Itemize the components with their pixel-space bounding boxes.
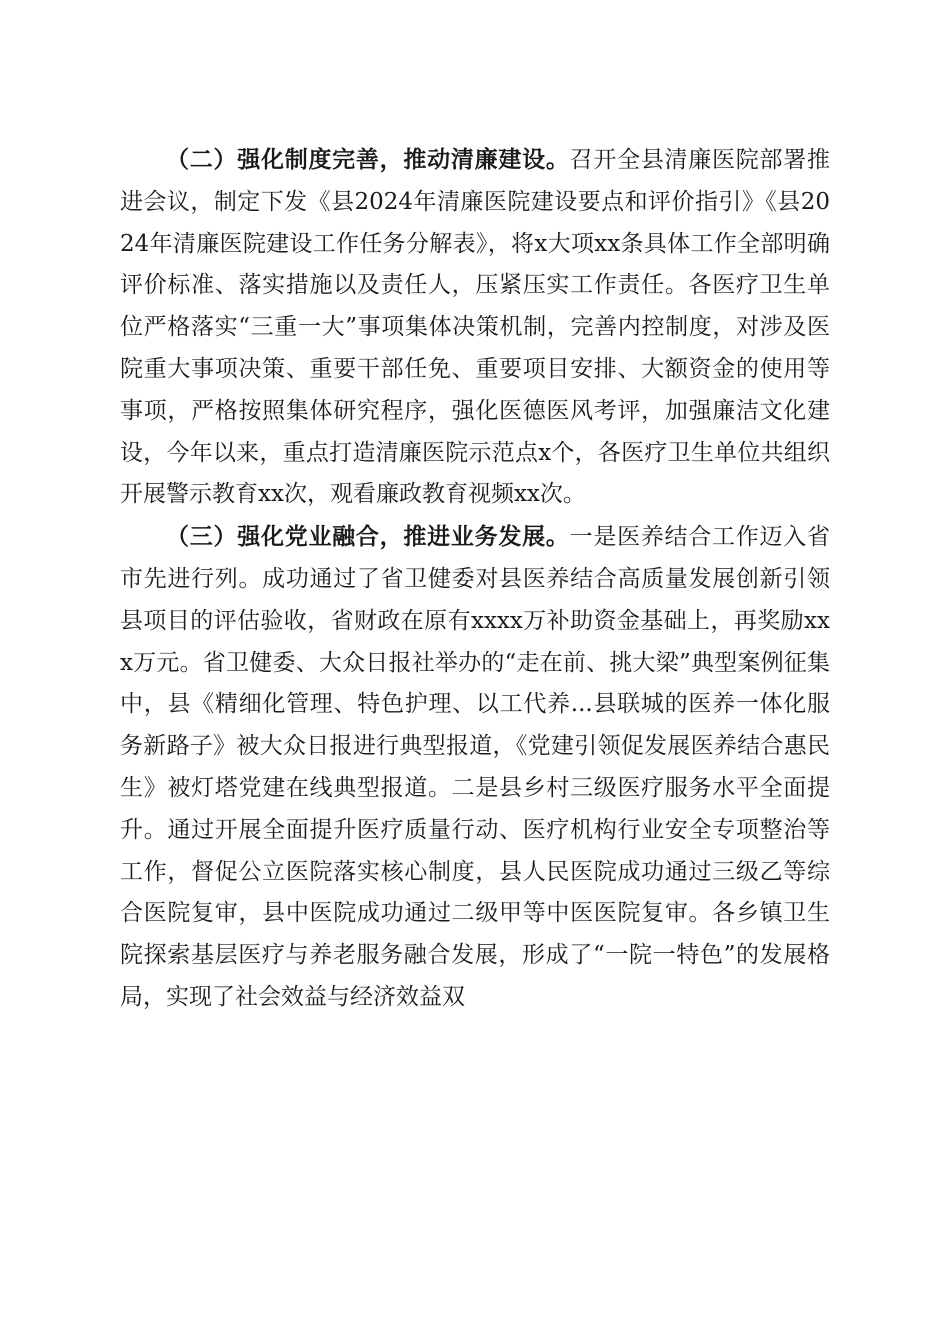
paragraph-heading: （三）强化党业融合，推进业务发展。 [166,523,570,551]
paragraph-text: 一是医养结合工作迈入省市先进行列。成功通过了省卫健委对县医养结合高质量发展创新引领县项目的评估验收，省财政在原有xxxx万补助资金基础上，再奖励xxx万元。省卫健委、大众日报社举办的“走在前、挑大梁”典型案例征集中，县《精细化管理、特色护理、以工代养...县联城的医养一体化服务新路子》被大众日报进行典型报道，《党建引领促发展医养结合惠民生》被灯塔党建在线典型报道。二是县乡村三级医疗服务水平全面提升。通过开展全面提升医疗质量行动、医疗机构行业安全专项整治等工作，督促公立医院落实核心制度，县人民医院成功通过三级乙等综合医院复审，县中医院成功通过二级甲等中医医院复审。各乡镇卫生院探索基层医疗与养老服务融合发展，形成了“一院一特色”的发展格局，实现了社会效益与经济效益双 [120,524,831,1010]
document-body [120,139,830,1019]
paragraph-party-integration [120,516,830,1019]
paragraph-text: 召开全县清廉医院部署推进会议，制定下发《县2024年清廉医院建设要点和评价指引》《县2024年清廉医院建设工作任务分解表》，将x大项xx条具体工作全部明确评价标准、落实措施以及责任人，压紧压实工作责任。各医疗卫生单位严格落实“三重一大”事项集体决策机制，完善内控制度，对涉及医院重大事项决策、重要干部任免、重要项目安排、大额资金的使用等事项，严格按照集体研究程序，强化医德医风考评，加强廉洁文化建设，今年以来，重点打造清廉医院示范点x个，各医疗卫生单位共组织开展警示教育xx次，观看廉政教育视频xx次。 [120,147,831,508]
paragraph-heading: （二）强化制度完善，推动清廉建设。 [166,146,570,173]
paragraph-clean-hospital [120,139,830,516]
